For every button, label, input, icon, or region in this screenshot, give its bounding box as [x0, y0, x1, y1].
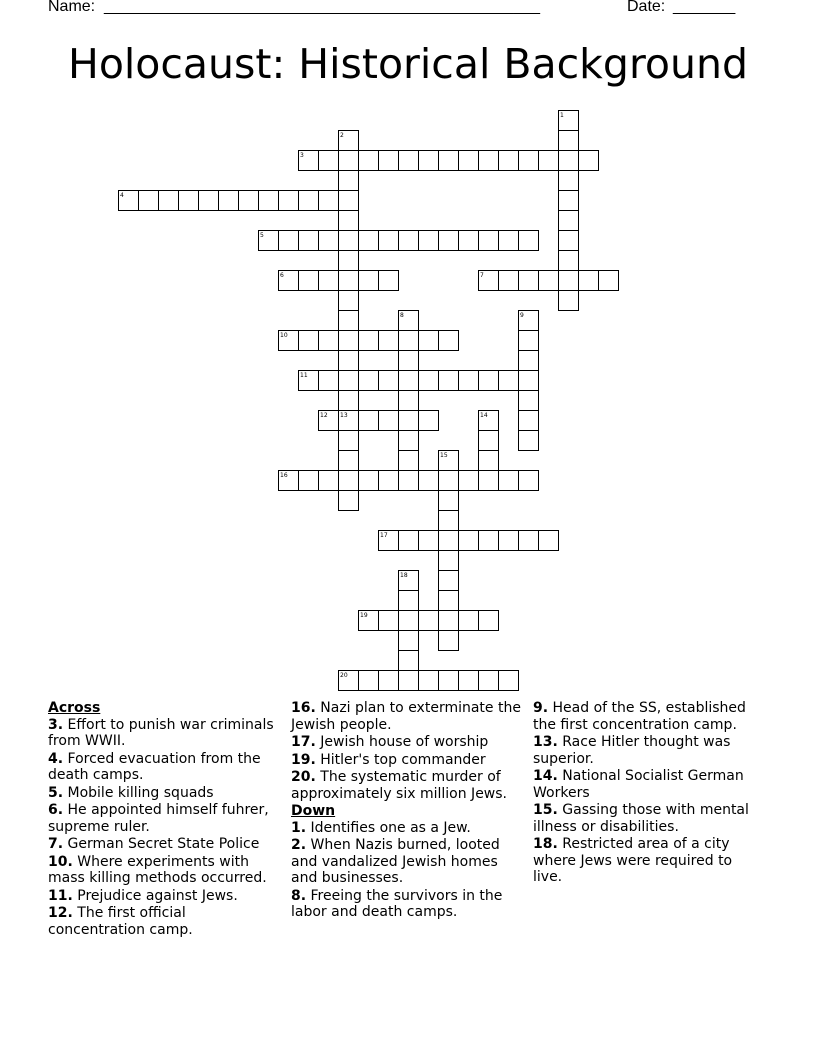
- clue-item: [533, 734, 761, 767]
- grid-cell[interactable]: [359, 671, 379, 691]
- grid-cell[interactable]: [439, 231, 459, 251]
- grid-cell[interactable]: [399, 411, 419, 431]
- grid-cell[interactable]: [339, 271, 359, 291]
- grid-cell[interactable]: [539, 531, 559, 551]
- grid-cell[interactable]: [439, 491, 459, 511]
- clue-text: Restricted area of a city where Jews were required to live.: [533, 836, 733, 885]
- clue-number: 1.: [291, 819, 307, 836]
- grid-cell[interactable]: [439, 551, 459, 571]
- grid-cell[interactable]: [399, 391, 419, 411]
- grid-cell[interactable]: [419, 671, 439, 691]
- clue-number: 10.: [48, 853, 73, 870]
- page-title: Holocaust: Historical Background: [67, 40, 748, 88]
- grid-cell[interactable]: [439, 611, 459, 631]
- grid-cell[interactable]: [519, 331, 539, 351]
- cell-number: 9: [520, 312, 524, 319]
- grid-cell[interactable]: [459, 231, 479, 251]
- clue-number: 3.: [48, 716, 64, 733]
- grid-cell[interactable]: [399, 611, 419, 631]
- grid-cell[interactable]: [439, 591, 459, 611]
- grid-cell[interactable]: [379, 231, 399, 251]
- grid-cell[interactable]: [399, 231, 419, 251]
- cell-number: 2: [340, 132, 344, 139]
- grid-cell[interactable]: [559, 271, 579, 291]
- cell-number: 17: [380, 532, 388, 539]
- grid-cell[interactable]: [359, 471, 379, 491]
- clues-column-1: [48, 700, 278, 939]
- clue-number: 11.: [48, 887, 73, 904]
- grid-cell[interactable]: [559, 211, 579, 231]
- grid-cell[interactable]: [339, 471, 359, 491]
- clue-number: 7.: [48, 836, 64, 852]
- grid-cell[interactable]: [359, 231, 379, 251]
- clue-item: [48, 854, 278, 887]
- grid-cell[interactable]: [519, 411, 539, 431]
- grid-cell[interactable]: [339, 491, 359, 511]
- grid-cell[interactable]: [559, 291, 579, 311]
- grid-cell[interactable]: [319, 271, 339, 291]
- grid-cell[interactable]: [479, 431, 499, 451]
- clue-item: [533, 802, 761, 835]
- clue-number: 12.: [48, 905, 73, 921]
- grid-cell[interactable]: [339, 251, 359, 271]
- grid-cell[interactable]: [379, 271, 399, 291]
- grid-cell[interactable]: [559, 231, 579, 251]
- grid-cell[interactable]: [519, 531, 539, 551]
- cell-number: 12: [320, 412, 328, 419]
- clue-item: [291, 820, 526, 837]
- cell-number: 8: [400, 312, 404, 319]
- date-label: Date:: [627, 0, 666, 15]
- grid-cell[interactable]: [479, 531, 499, 551]
- clue-text: Prejudice against Jews.: [77, 887, 238, 904]
- clue-text: Where experiments with mass killing methods occurred.: [48, 853, 267, 886]
- grid-cell[interactable]: [339, 311, 359, 331]
- grid-cell[interactable]: [339, 151, 359, 171]
- clue-item: [48, 905, 278, 938]
- grid-cell[interactable]: [519, 271, 539, 291]
- clue-item: [291, 700, 526, 733]
- grid-cell[interactable]: [199, 191, 219, 211]
- grid-cell[interactable]: [339, 331, 359, 351]
- grid-cell[interactable]: [479, 671, 499, 691]
- grid-cell[interactable]: [299, 271, 319, 291]
- grid-cell[interactable]: [379, 411, 399, 431]
- grid-cell[interactable]: [519, 231, 539, 251]
- clue-text: Mobile killing squads: [67, 784, 214, 801]
- grid-cell[interactable]: [499, 531, 519, 551]
- clue-number: 2.: [291, 837, 307, 853]
- clue-text: The first official concentration camp.: [48, 905, 193, 938]
- grid-cell[interactable]: [239, 191, 259, 211]
- grid-cell[interactable]: [519, 391, 539, 411]
- grid-cell[interactable]: [339, 351, 359, 371]
- clue-item: [291, 769, 526, 802]
- grid-cell[interactable]: [159, 191, 179, 211]
- clue-text: Race Hitler thought was superior.: [533, 734, 731, 767]
- clue-text: He appointed himself fuhrer, supreme ruler.: [48, 802, 269, 835]
- grid-cell[interactable]: [279, 231, 299, 251]
- clue-text: Identifies one as a Jew.: [310, 819, 471, 836]
- grid-cell[interactable]: [499, 231, 519, 251]
- grid-cell[interactable]: [399, 151, 419, 171]
- clue-number: 9.: [533, 700, 549, 716]
- clue-number: 15.: [533, 802, 558, 818]
- grid-cell[interactable]: [439, 531, 459, 551]
- grid-cell[interactable]: [339, 431, 359, 451]
- cell-number: 10: [280, 332, 288, 339]
- grid-cell[interactable]: [479, 471, 499, 491]
- grid-cell[interactable]: [439, 671, 459, 691]
- grid-cell[interactable]: [399, 451, 419, 471]
- clue-number: 5.: [48, 784, 64, 801]
- grid-cell[interactable]: [379, 151, 399, 171]
- grid-cell[interactable]: [339, 371, 359, 391]
- grid-cell[interactable]: [439, 331, 459, 351]
- clue-number: 16.: [291, 700, 316, 716]
- grid-cell[interactable]: [319, 331, 339, 351]
- grid-cell[interactable]: [439, 631, 459, 651]
- grid-cell[interactable]: [459, 151, 479, 171]
- grid-cell[interactable]: [399, 591, 419, 611]
- cell-number: 6: [280, 272, 284, 279]
- clue-item: [48, 888, 278, 905]
- grid-cell[interactable]: [399, 351, 419, 371]
- date-line[interactable]: _______: [673, 0, 736, 15]
- clue-text: Forced evacuation from the death camps.: [48, 750, 261, 783]
- clues-column-2: [291, 700, 526, 922]
- grid-cell[interactable]: [499, 271, 519, 291]
- grid-cell[interactable]: [559, 151, 579, 171]
- grid-cell[interactable]: [379, 671, 399, 691]
- clue-item: [533, 700, 761, 733]
- grid-cell[interactable]: [479, 451, 499, 471]
- grid-cell[interactable]: [439, 471, 459, 491]
- grid-cell[interactable]: [519, 371, 539, 391]
- grid-cell[interactable]: [379, 611, 399, 631]
- clue-text: Nazi plan to exterminate the Jewish people.: [291, 700, 521, 733]
- grid-cell[interactable]: [339, 451, 359, 471]
- grid-cell[interactable]: [359, 271, 379, 291]
- grid-cell[interactable]: [379, 471, 399, 491]
- cell-number: 14: [480, 412, 488, 419]
- grid-cell[interactable]: [319, 371, 339, 391]
- across-heading: Across: [48, 700, 101, 716]
- grid-cell[interactable]: [459, 611, 479, 631]
- clue-text: Head of the SS, established the first concentration camp.: [533, 700, 746, 733]
- clue-item: [48, 785, 278, 802]
- grid-cell[interactable]: [339, 191, 359, 211]
- grid-cell[interactable]: [319, 471, 339, 491]
- grid-cell[interactable]: [419, 411, 439, 431]
- grid-cell[interactable]: [299, 331, 319, 351]
- clue-number: 19.: [291, 751, 316, 768]
- clue-text: German Secret State Police: [67, 836, 260, 852]
- name-line[interactable]: _________________________________________________: [104, 0, 541, 15]
- clue-number: 17.: [291, 734, 316, 750]
- grid-cell[interactable]: [419, 331, 439, 351]
- cell-number: 20: [340, 672, 348, 679]
- clue-text: The systematic murder of approximately six million Jews.: [291, 769, 507, 802]
- grid-cell[interactable]: [459, 471, 479, 491]
- grid-cell[interactable]: [459, 531, 479, 551]
- grid-cell[interactable]: [259, 191, 279, 211]
- grid-cell[interactable]: [479, 231, 499, 251]
- grid-cell[interactable]: [419, 371, 439, 391]
- grid-cell[interactable]: [559, 251, 579, 271]
- grid-cell[interactable]: [219, 191, 239, 211]
- clues-column-3: [533, 700, 761, 887]
- grid-cell[interactable]: [359, 331, 379, 351]
- clue-text: Effort to punish war criminals from WWII.: [48, 716, 274, 749]
- clue-item: [48, 751, 278, 784]
- grid-cell[interactable]: [519, 471, 539, 491]
- grid-cell[interactable]: [499, 151, 519, 171]
- grid-cell[interactable]: [399, 471, 419, 491]
- cell-number: 13: [340, 412, 348, 419]
- clue-number: 14.: [533, 768, 558, 784]
- clue-item: [533, 836, 761, 886]
- clue-text: When Nazis burned, looted and vandalized Jewish homes and businesses.: [291, 837, 500, 886]
- grid-cell[interactable]: [319, 151, 339, 171]
- clue-text: Freeing the survivors in the labor and death camps.: [291, 887, 503, 920]
- grid-cell[interactable]: [499, 671, 519, 691]
- grid-cell[interactable]: [439, 511, 459, 531]
- grid-cell[interactable]: [419, 611, 439, 631]
- grid-cell[interactable]: [519, 151, 539, 171]
- grid-cell[interactable]: [519, 431, 539, 451]
- cell-number: 1: [560, 112, 564, 119]
- grid-cell[interactable]: [399, 531, 419, 551]
- grid-cell[interactable]: [279, 191, 299, 211]
- grid-cell[interactable]: [339, 171, 359, 191]
- grid-cell[interactable]: [299, 191, 319, 211]
- clue-item: [291, 752, 526, 769]
- grid-cell[interactable]: [499, 371, 519, 391]
- cell-number: 4: [120, 192, 124, 199]
- cell-number: 18: [400, 572, 408, 579]
- grid-cell[interactable]: [419, 231, 439, 251]
- cell-number: 11: [300, 372, 308, 379]
- grid-cell[interactable]: [459, 371, 479, 391]
- grid-cell[interactable]: [379, 371, 399, 391]
- grid-cell[interactable]: [439, 371, 459, 391]
- grid-cell[interactable]: [439, 151, 459, 171]
- grid-cell[interactable]: [359, 151, 379, 171]
- clue-text: Hitler's top commander: [320, 751, 486, 768]
- grid-cell[interactable]: [359, 371, 379, 391]
- cell-number: 7: [480, 272, 484, 279]
- grid-cell[interactable]: [459, 671, 479, 691]
- cell-number: 5: [260, 232, 264, 239]
- grid-cell[interactable]: [579, 271, 599, 291]
- grid-cell[interactable]: [559, 191, 579, 211]
- grid-cell[interactable]: [319, 231, 339, 251]
- grid-cell[interactable]: [339, 231, 359, 251]
- cell-number: 16: [280, 472, 288, 479]
- clue-item: [291, 734, 526, 751]
- clue-item: [291, 888, 526, 921]
- grid-cell[interactable]: [419, 471, 439, 491]
- clue-item: [48, 836, 278, 853]
- clue-text: National Socialist German Workers: [533, 768, 744, 801]
- grid-cell[interactable]: [299, 231, 319, 251]
- clue-number: 8.: [291, 887, 307, 904]
- grid-cell[interactable]: [539, 151, 559, 171]
- grid-cell[interactable]: [179, 191, 199, 211]
- grid-cell[interactable]: [559, 171, 579, 191]
- name-label: Name:: [48, 0, 96, 15]
- grid-cell[interactable]: [139, 191, 159, 211]
- grid-cell[interactable]: [499, 471, 519, 491]
- grid-cell[interactable]: [599, 271, 619, 291]
- grid-cell[interactable]: [539, 271, 559, 291]
- grid-cell[interactable]: [299, 471, 319, 491]
- grid-cell[interactable]: [359, 411, 379, 431]
- clue-text: Gassing those with mental illness or disabilities.: [533, 802, 749, 835]
- grid-cell[interactable]: [399, 371, 419, 391]
- grid-cell[interactable]: [339, 211, 359, 231]
- grid-cell[interactable]: [479, 371, 499, 391]
- grid-cell[interactable]: [399, 631, 419, 651]
- grid-cell[interactable]: [379, 331, 399, 351]
- grid-cell[interactable]: [399, 651, 419, 671]
- grid-cell[interactable]: [399, 331, 419, 351]
- grid-cell[interactable]: [419, 531, 439, 551]
- grid-cell[interactable]: [319, 191, 339, 211]
- grid-cell[interactable]: [519, 351, 539, 371]
- grid-cell[interactable]: [399, 431, 419, 451]
- clue-item: [48, 802, 278, 835]
- clue-number: 20.: [291, 769, 316, 785]
- grid-cell[interactable]: [399, 671, 419, 691]
- clue-item: [291, 837, 526, 887]
- grid-cell[interactable]: [419, 151, 439, 171]
- clue-item: [533, 768, 761, 801]
- clue-number: 4.: [48, 750, 64, 767]
- grid-cell[interactable]: [579, 151, 599, 171]
- down-heading: Down: [291, 803, 336, 819]
- cell-number: 3: [300, 152, 304, 159]
- grid-cell[interactable]: [439, 571, 459, 591]
- grid-cell[interactable]: [339, 291, 359, 311]
- grid-cell[interactable]: [339, 391, 359, 411]
- clue-item: [48, 717, 278, 750]
- grid-cell[interactable]: [479, 151, 499, 171]
- clue-number: 18.: [533, 836, 558, 852]
- grid-cell[interactable]: [559, 131, 579, 151]
- grid-cell[interactable]: [479, 611, 499, 631]
- clue-number: 13.: [533, 734, 558, 750]
- cell-number: 19: [360, 612, 368, 619]
- clue-number: 6.: [48, 802, 64, 818]
- cell-number: 15: [440, 452, 448, 459]
- clue-text: Jewish house of worship: [320, 734, 489, 750]
